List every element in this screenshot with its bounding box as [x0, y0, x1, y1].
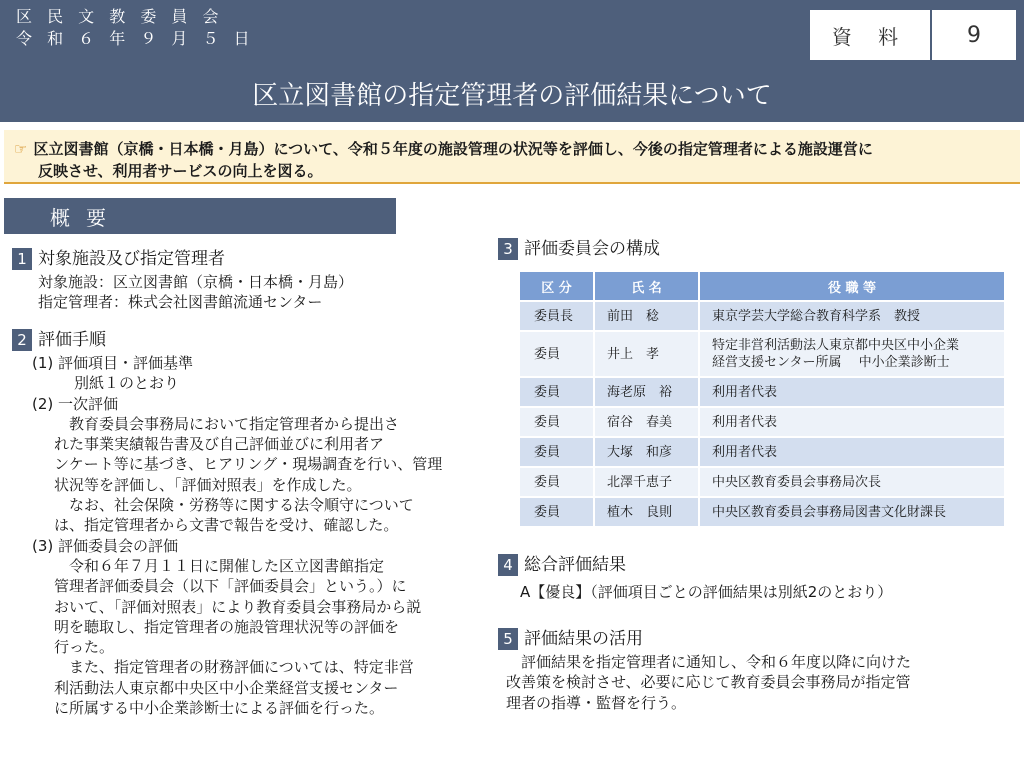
role-cell: 利用者代表 [699, 407, 1005, 437]
pointing-hand-icon: ☞ [14, 140, 28, 158]
category-cell: 委員長 [519, 301, 594, 331]
category-cell: 委員 [519, 467, 594, 497]
section-utilization [498, 626, 1008, 713]
name-cell: 井上 孝 [594, 331, 699, 377]
section-number-badge: 1 [12, 248, 32, 270]
committee-evaluation-text [12, 556, 482, 718]
text-line: 行った。 [54, 638, 115, 657]
text-line: 管理者評価委員会（以下「評価委員会」という。）に [54, 577, 407, 596]
subsection-title: (1) 評価項目・評価基準 [32, 354, 194, 372]
section-heading [12, 327, 482, 353]
section-number-badge: 2 [12, 329, 32, 351]
summary-banner [4, 130, 1020, 184]
section-committee [498, 236, 998, 262]
text-line: 明を聴取し、指定管理者の施設管理状況等の評価を [54, 617, 400, 636]
name-cell: 前田 稔 [594, 301, 699, 331]
text-line: 教育委員会事務局において指定管理者から提出さ [54, 414, 400, 433]
text-line: に所属する中小企業診断士による評価を行った。 [54, 699, 385, 718]
document-number: 9 [967, 22, 981, 48]
text-line: おいて、「評価対照表」により教育委員会事務局から説 [54, 597, 422, 616]
section-heading [498, 626, 1008, 652]
page-header [0, 0, 1024, 122]
table-row [519, 437, 1005, 467]
column-header: 区 分 [519, 271, 594, 301]
subsection-body: 別紙１のとおり [74, 374, 180, 393]
role-cell: 中央区教育委員会事務局次長 [699, 467, 1005, 497]
table-header-row [519, 271, 1005, 301]
committee-name: 区 民 文 教 委 員 会 [16, 7, 224, 26]
table-row [519, 331, 1005, 377]
meeting-date: 令 和 ６ 年 ９ 月 ５ 日 [16, 29, 255, 48]
category-cell: 委員 [519, 437, 594, 467]
text-line: 理者の指導・監督を行う。 [506, 693, 687, 712]
summary-line-1: 区立図書館（京橋・日本橋・月島）について、令和５年度の施設管理の状況等を評価し、今後の指定管理者による施設運営に [33, 140, 873, 158]
section-number-badge: 5 [498, 628, 518, 650]
document-label: 資 料 [810, 10, 932, 60]
text-line: なお、社会保険・労務等に関する法令順守について [54, 496, 414, 515]
section-heading [12, 246, 472, 272]
subsection-title: (3) 評価委員会の評価 [32, 536, 179, 555]
page-title: 区立図書館の指定管理者の評価結果について [252, 80, 772, 111]
subsection-title: (2) 一次評価 [32, 394, 119, 413]
section-procedure [12, 327, 482, 718]
section-overall-result [498, 552, 998, 602]
manager-line: 指定管理者：株式会社図書館流通センター [38, 293, 323, 312]
category-cell: 委員 [519, 331, 594, 377]
section-number-badge: 4 [498, 554, 518, 576]
text-line: 令和６年７月１１日に開催した区立図書館指定 [54, 556, 385, 575]
overall-result-text: A【優良】（評価項目ごとの評価結果は別紙2のとおり） [520, 583, 893, 601]
text-line: 改善策を検討させ、必要に応じて教育委員会事務局が指定管 [506, 673, 911, 692]
committee-members-table [518, 270, 1006, 528]
header-meta [16, 6, 255, 50]
role-cell: 利用者代表 [699, 437, 1005, 467]
section-title: 評価手順 [38, 329, 106, 350]
section-heading [498, 236, 998, 262]
section-title: 評価結果の活用 [524, 628, 643, 649]
name-cell: 北澤千恵子 [594, 467, 699, 497]
role-line: 経営支援センター所属 中小企業診断士 [712, 355, 950, 370]
table-row [519, 377, 1005, 407]
section-number-badge: 3 [498, 238, 518, 260]
category-cell: 委員 [519, 377, 594, 407]
role-cell [699, 331, 1005, 377]
text-line: ンケート等に基づき、ヒアリング・現場調査を行い、管理 [54, 455, 443, 474]
column-header: 氏 名 [594, 271, 699, 301]
name-cell: 宿谷 春美 [594, 407, 699, 437]
document-number-box [808, 8, 1018, 62]
section-title: 対象施設及び指定管理者 [38, 248, 225, 269]
column-header: 役 職 等 [699, 271, 1005, 301]
category-cell: 委員 [519, 407, 594, 437]
table-row [519, 467, 1005, 497]
text-line: 評価結果を指定管理者に通知し、令和６年度以降に向けた [506, 653, 912, 671]
table-row [519, 497, 1005, 527]
section-heading [498, 552, 998, 578]
name-cell: 大塚 和彦 [594, 437, 699, 467]
overview-label: 概要 [50, 205, 122, 230]
section-facility [12, 246, 472, 313]
summary-line-2: 反映させ、利用者サービスの向上を図る。 [38, 162, 323, 180]
overview-heading [4, 198, 396, 234]
section-title: 総合評価結果 [524, 554, 626, 575]
table-row [519, 301, 1005, 331]
name-cell: 海老原 裕 [594, 377, 699, 407]
text-line: れた事業実績報告書及び自己評価並びに利用者ア [54, 435, 385, 454]
name-cell: 植木 良則 [594, 497, 699, 527]
role-cell: 中央区教育委員会事務局図書文化財課長 [699, 497, 1005, 527]
text-line: 状況等を評価し、「評価対照表」を作成した。 [54, 475, 362, 494]
first-evaluation-text [12, 414, 482, 536]
category-cell: 委員 [519, 497, 594, 527]
role-cell: 東京学芸大学総合教育科学系 教授 [699, 301, 1005, 331]
facility-line: 対象施設：区立図書館（京橋・日本橋・月島） [38, 273, 354, 291]
utilization-text [498, 652, 1008, 713]
text-line: は、指定管理者から文書で報告を受け、確認した。 [54, 516, 399, 535]
text-line: また、指定管理者の財務評価については、特定非営 [54, 658, 414, 677]
text-line: 利活動法人東京都中央区中小企業経営支援センター [54, 678, 399, 697]
table-row [519, 407, 1005, 437]
section-title: 評価委員会の構成 [524, 238, 660, 259]
role-line: 特定非営利活動法人東京都中央区中小企業 [712, 338, 960, 353]
role-cell: 利用者代表 [699, 377, 1005, 407]
